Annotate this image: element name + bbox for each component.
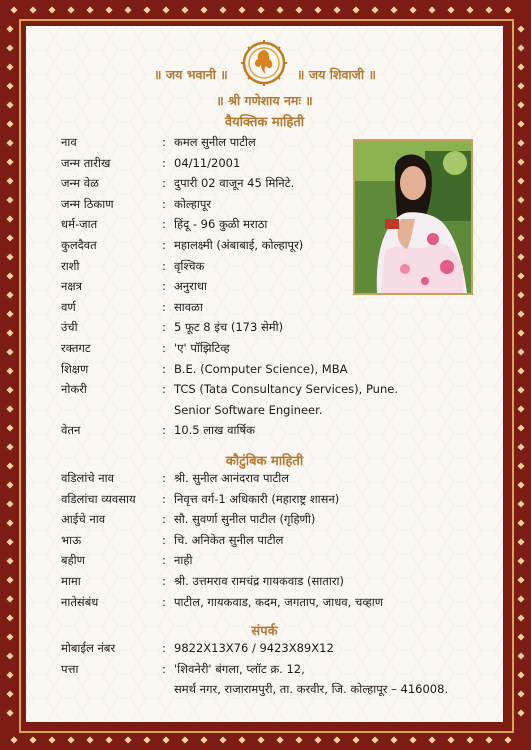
border-dot: [333, 6, 340, 13]
border-dot: [219, 736, 226, 743]
border-dot: [447, 736, 454, 743]
border-dot: [517, 443, 524, 450]
border-dot: [6, 329, 13, 336]
personal-label: रक्तगट: [61, 341, 91, 355]
border-dot: [447, 6, 454, 13]
border-dot: [29, 736, 36, 743]
border-dot: [6, 690, 13, 697]
invocation-text: ॥ श्री गणेशाय नमः ॥: [216, 93, 313, 108]
border-dot: [517, 234, 524, 241]
border-dot: [517, 424, 524, 431]
personal-label: जन्म वेळ: [61, 176, 99, 191]
border-dot: [48, 6, 55, 13]
personal-label: धर्म-जात: [61, 217, 98, 232]
separator-colon: :: [162, 135, 166, 149]
border-dot: [517, 291, 524, 298]
separator-colon: :: [162, 217, 166, 232]
border-dot: [466, 736, 473, 743]
border-dot: [485, 736, 492, 743]
family-label: आईचे नाव: [61, 512, 106, 527]
border-dot: [314, 6, 321, 13]
border-dot: [333, 736, 340, 743]
border-dot: [200, 6, 207, 13]
separator-colon: :: [162, 155, 166, 170]
contact-label: पत्ता: [61, 661, 79, 676]
family-value: निवृत्त वर्ग-1 अधिकारी (महाराष्ट्र शासन): [174, 491, 340, 506]
personal-label: वेतन: [61, 423, 81, 438]
separator-colon: :: [162, 341, 166, 355]
separator-colon: :: [162, 382, 166, 397]
separator-colon: :: [162, 512, 166, 527]
personal-value: सावळा: [174, 299, 203, 314]
border-dot: [6, 177, 13, 184]
border-dot: [517, 405, 524, 412]
border-dot: [517, 25, 524, 32]
border-dot: [6, 424, 13, 431]
separator-colon: :: [162, 320, 166, 335]
border-dot: [352, 736, 359, 743]
contact-value: 'शिवनेरी' बंगला, प्लॉट क्र. 12,: [174, 661, 305, 676]
border-dot: [517, 462, 524, 469]
contact-row: [61, 662, 503, 682]
border-dot: [6, 595, 13, 602]
border-dot: [86, 736, 93, 743]
border-dot: [6, 215, 13, 222]
border-dot: [67, 6, 74, 13]
personal-label: जन्म ठिकाण: [61, 196, 114, 211]
family-row: [61, 492, 503, 512]
personal-value: वृश्चिक: [174, 258, 205, 273]
separator-colon: :: [162, 258, 166, 273]
border-dot: [517, 652, 524, 659]
family-label: वडिलांचे नाव: [61, 471, 115, 485]
border-dot: [6, 196, 13, 203]
personal-value: 'ए' पॉझिटिव्ह: [174, 341, 230, 355]
border-dot: [517, 63, 524, 70]
separator-colon: :: [162, 176, 166, 191]
border-dot: [143, 736, 150, 743]
border-dot: [517, 614, 524, 621]
border-dot: [517, 253, 524, 260]
border-dot: [124, 736, 131, 743]
border-dot: [6, 253, 13, 260]
border-dot: [517, 519, 524, 526]
separator-colon: :: [162, 641, 166, 655]
border-dot: [295, 6, 302, 13]
border-dot: [517, 690, 524, 697]
border-dot: [352, 6, 359, 13]
section-title-personal: वैयक्तिक माहिती: [224, 115, 305, 130]
personal-label: उंची: [61, 320, 78, 335]
border-dot: [86, 6, 93, 13]
border-dot: [390, 736, 397, 743]
separator-colon: :: [162, 279, 166, 294]
border-dot: [517, 595, 524, 602]
border-dot: [6, 272, 13, 279]
border-dot: [257, 6, 264, 13]
separator-colon: :: [162, 661, 166, 676]
border-dot: [162, 6, 169, 13]
border-dot: [143, 6, 150, 13]
border-dot: [219, 6, 226, 13]
separator-colon: :: [162, 574, 166, 588]
personal-row: [61, 300, 503, 320]
border-dot: [517, 158, 524, 165]
personal-row: [61, 320, 503, 340]
border-dot: [238, 6, 245, 13]
family-value: चि. अनिकेत सुनील पाटील: [174, 532, 284, 547]
family-value: श्री. सुनील आनंदराव पाटील: [174, 471, 290, 485]
personal-value: कमल सुनील पाटील: [174, 135, 256, 149]
border-dot: [428, 736, 435, 743]
family-label: मामा: [61, 574, 81, 588]
border-dot: [371, 6, 378, 13]
personal-label: नक्षत्र: [61, 279, 82, 294]
personal-row: [61, 382, 503, 402]
border-dot: [124, 6, 131, 13]
personal-row: [61, 362, 503, 382]
border-dot: [517, 120, 524, 127]
separator-colon: :: [162, 196, 166, 211]
border-dot: [238, 736, 245, 743]
contact-value: 9822X13X76 / 9423X89X12: [174, 641, 334, 655]
header-jay-shivaji: ॥ जय शिवाजी ॥: [297, 67, 376, 82]
personal-value: अनुराधा: [174, 279, 207, 294]
personal-value: 04/11/2001: [174, 155, 241, 170]
border-dot: [48, 736, 55, 743]
border-dot: [6, 101, 13, 108]
family-value: नाही: [174, 553, 193, 568]
border-dot: [517, 82, 524, 89]
border-dot: [6, 234, 13, 241]
border-dot: [6, 386, 13, 393]
border-dot: [390, 6, 397, 13]
border-dot: [6, 367, 13, 374]
border-dot: [6, 614, 13, 621]
section-title-contact: संपर्क: [251, 624, 278, 639]
section-title-family: कौटुंबिक माहिती: [225, 454, 304, 469]
border-dot: [517, 196, 524, 203]
contact-row: [61, 641, 503, 661]
personal-row: [61, 423, 503, 443]
border-dot: [6, 519, 13, 526]
family-value: श्री. उत्तमराव रामचंद्र गायकवाड (सातारा): [174, 574, 344, 588]
border-dot: [517, 481, 524, 488]
contact-row: [61, 682, 503, 702]
contact-value: समर्थ नगर, राजारामपुरी, ता. करवीर, जि. कोल्हापूर – 416008.: [174, 682, 449, 697]
border-dot: [428, 6, 435, 13]
family-row: [61, 574, 503, 594]
border-dot: [6, 158, 13, 165]
border-dot: [6, 310, 13, 317]
border-dot: [6, 671, 13, 678]
border-dot: [517, 386, 524, 393]
header-jay-bhavani: ॥ जय भवानी ॥: [154, 67, 228, 82]
border-dot: [10, 6, 17, 13]
personal-value: 10.5 लाख वार्षिक: [174, 423, 255, 438]
border-dot: [6, 82, 13, 89]
border-dot: [162, 736, 169, 743]
border-dot: [6, 576, 13, 583]
family-label: वडिलांचा व्यवसाय: [61, 491, 136, 506]
border-dot: [6, 405, 13, 412]
border-dot: [6, 557, 13, 564]
border-dot: [6, 462, 13, 469]
border-dot: [517, 671, 524, 678]
border-dot: [6, 481, 13, 488]
border-dot: [6, 63, 13, 70]
border-dot: [517, 500, 524, 507]
border-dot: [466, 6, 473, 13]
border-dot: [371, 736, 378, 743]
border-dot: [276, 6, 283, 13]
family-value: सौ. सुवर्णा सुनील पाटील (गृहिणी): [174, 512, 316, 527]
personal-row: [61, 403, 503, 423]
separator-colon: :: [162, 299, 166, 314]
border-dot: [517, 557, 524, 564]
personal-label: राशी: [61, 258, 80, 273]
family-row: [61, 512, 503, 532]
separator-colon: :: [162, 491, 166, 506]
separator-colon: :: [162, 238, 166, 252]
border-dot: [276, 736, 283, 743]
separator-colon: :: [162, 471, 166, 485]
border-dot: [517, 44, 524, 51]
profile-photo: [353, 139, 473, 295]
separator-colon: :: [162, 423, 166, 438]
border-dot: [517, 139, 524, 146]
border-dot: [517, 329, 524, 336]
personal-label: कुलदैवत: [61, 238, 97, 252]
personal-label: जन्म तारीख: [61, 155, 111, 170]
family-value: पाटील, गायकवाड, कदम, जगताप, जाधव, चव्हाण: [174, 594, 384, 609]
personal-value: दुपारी 02 वाजून 45 मिनिटे.: [174, 176, 295, 191]
personal-value: 5 फूट 8 इंच (173 सेमी): [174, 320, 284, 335]
border-dot: [517, 367, 524, 374]
family-label: बहीण: [61, 553, 85, 568]
border-dot: [517, 348, 524, 355]
personal-label: नाव: [61, 135, 77, 149]
border-dot: [10, 736, 17, 743]
border-dot: [409, 736, 416, 743]
personal-row: [61, 341, 503, 361]
family-label: भाऊ: [61, 532, 82, 547]
personal-value: हिंदू - 96 कुळी मराठा: [174, 217, 268, 232]
border-dot: [485, 6, 492, 13]
border-dot: [6, 538, 13, 545]
border-dot: [6, 25, 13, 32]
border-dot: [517, 177, 524, 184]
border-dot: [181, 6, 188, 13]
border-dot: [6, 44, 13, 51]
border-dot: [517, 576, 524, 583]
border-dot: [517, 538, 524, 545]
border-dot: [517, 101, 524, 108]
family-label: नातेसंबंध: [61, 594, 99, 609]
border-dot: [6, 139, 13, 146]
border-dot: [6, 633, 13, 640]
border-dot: [105, 6, 112, 13]
biodata-card: [26, 26, 503, 722]
border-dot: [67, 736, 74, 743]
separator-colon: :: [162, 553, 166, 568]
border-dot: [504, 6, 511, 13]
border-dot: [6, 652, 13, 659]
border-dot: [6, 709, 13, 716]
personal-value: कोल्हापूर: [174, 196, 212, 211]
separator-colon: :: [162, 532, 166, 547]
border-dot: [517, 633, 524, 640]
border-dot: [6, 443, 13, 450]
personal-value: B.E. (Computer Science), MBA: [174, 361, 348, 376]
border-dot: [295, 736, 302, 743]
border-dot: [181, 736, 188, 743]
border-dot: [105, 736, 112, 743]
border-dot: [257, 736, 264, 743]
border-dot: [409, 6, 416, 13]
personal-value: TCS (Tata Consultancy Services), Pune.: [174, 382, 398, 397]
border-dot: [6, 120, 13, 127]
family-row: [61, 553, 503, 573]
family-row: [61, 471, 503, 491]
separator-colon: :: [162, 594, 166, 609]
personal-value: महालक्ष्मी (अंबाबाई, कोल्हापूर): [174, 238, 304, 252]
separator-colon: :: [162, 361, 166, 376]
border-dot: [6, 348, 13, 355]
border-dot: [314, 736, 321, 743]
border-dot: [200, 736, 207, 743]
border-dot: [29, 6, 36, 13]
border-dot: [504, 736, 511, 743]
border-dot: [517, 272, 524, 279]
personal-label: वर्ण: [61, 299, 76, 314]
border-dot: [517, 709, 524, 716]
contact-label: मोबाईल नंबर: [61, 641, 116, 655]
border-dot: [6, 291, 13, 298]
personal-label: शिक्षण: [61, 361, 89, 376]
personal-value: Senior Software Engineer.: [174, 402, 323, 417]
personal-label: नोकरी: [61, 382, 87, 397]
border-dot: [6, 500, 13, 507]
border-dot: [517, 310, 524, 317]
ganesha-emblem-icon: [240, 39, 288, 87]
family-row: [61, 595, 503, 615]
family-row: [61, 533, 503, 553]
border-dot: [517, 215, 524, 222]
